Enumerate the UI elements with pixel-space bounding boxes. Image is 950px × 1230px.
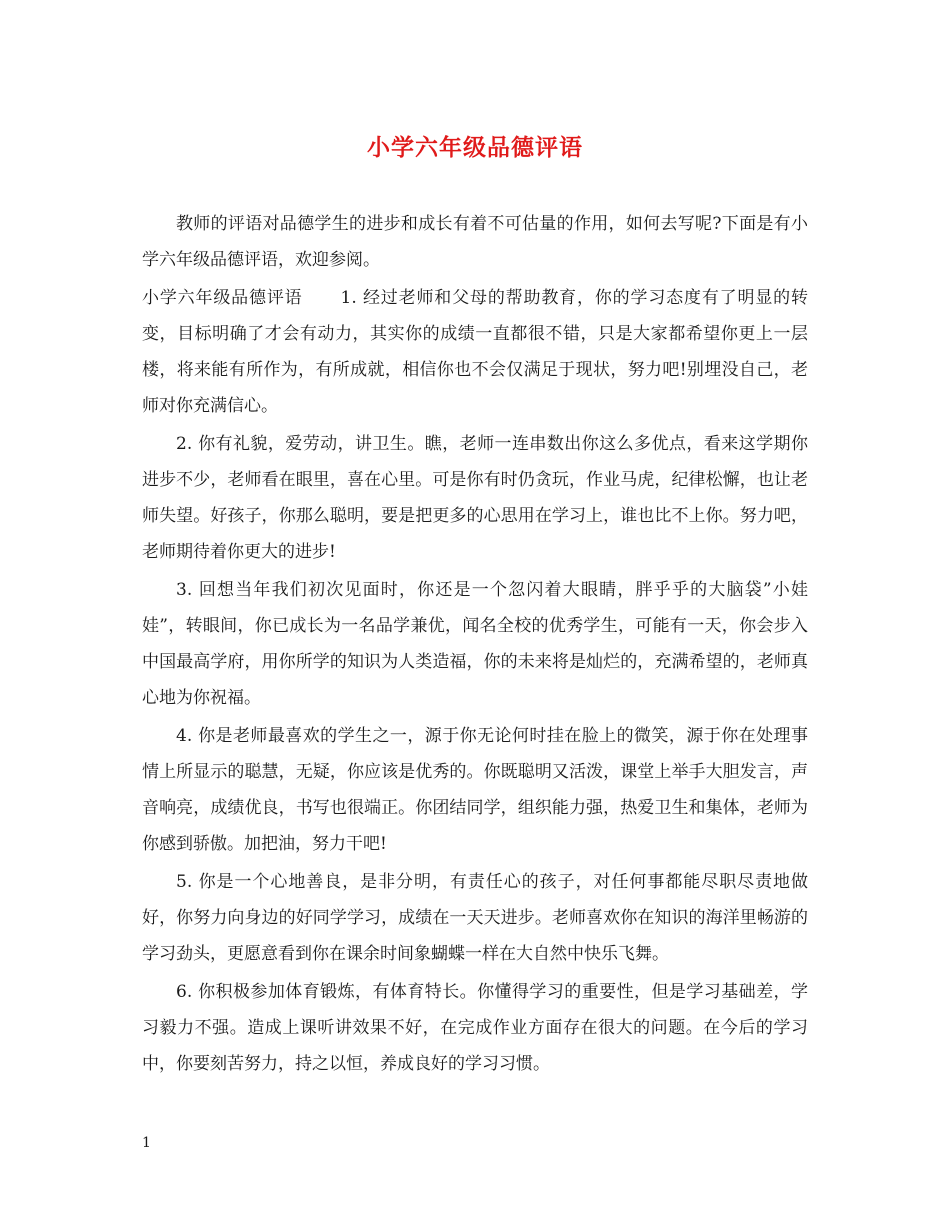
item-paragraph-4: 4. 你是老师最喜欢的学生之一，源于你无论何时挂在脸上的微笑，源于你在处理事情上所显示的聪慧，无疑，你应该是优秀的。你既聪明又活泼，课堂上举手大胆发言，声音响亮，成绩优良，书写也很端正。你团结同学，组织能力强，热爱卫生和集体，老师为你感到骄傲。加把油，努力干吧! xyxy=(142,726,808,854)
item-paragraph-3: 3. 回想当年我们初次见面时，你还是一个忽闪着大眼睛，胖乎乎的大脑袋”小娃娃”，转眼间，你已成长为一名品学兼优，闻名全校的优秀学生，可能有一天，你会步入中国最高学府，用你所学的知识为人类造福，你的未来将是灿烂的，充满希望的，老师真心地为你祝福。 xyxy=(142,580,808,708)
item-paragraph-1 xyxy=(142,280,808,424)
page-number: 1 xyxy=(142,1135,151,1151)
intro-paragraph: 教师的评语对品德学生的进步和成长有着不可估量的作用，如何去写呢?下面是有小学六年级品德评语，欢迎参阅。 xyxy=(142,214,808,270)
item-paragraph-6: 6. 你积极参加体育锻炼，有体育特长。你懂得学习的重要性，但是学习基础差，学习毅力不强。造成上课听讲效果不好，在完成作业方面存在很大的问题。在今后的学习中，你要刻苦努力，持之以恒，养成良好的学习习惯。 xyxy=(142,982,808,1074)
document-body xyxy=(142,206,808,1084)
section-heading: 小学六年级品德评语 xyxy=(142,288,303,308)
item-paragraph-5: 5. 你是一个心地善良，是非分明，有责任心的孩子，对任何事都能尽职尽责地做好，你努力向身边的好同学学习，成绩在一天天进步。老师喜欢你在知识的海洋里畅游的学习劲头，更愿意看到你在课余时间象蝴蝶一样在大自然中快乐飞舞。 xyxy=(142,872,808,964)
document-title: 小学六年级品德评语 xyxy=(367,134,583,161)
item-paragraph-2: 2. 你有礼貌，爱劳动，讲卫生。瞧，老师一连串数出你这么多优点，看来这学期你进步不少，老师看在眼里，喜在心里。可是你有时仍贪玩，作业马虎，纪律松懈，也让老师失望。好孩子，你那么聪明，要是把更多的心思用在学习上，谁也比不上你。努力吧，老师期待着你更大的进步! xyxy=(142,434,808,562)
item-text-1: 1. 经过老师和父母的帮助教育，你的学习态度有了明显的转变，目标明确了才会有动力，其实你的成绩一直都很不错，只是大家都希望你更上一层楼，将来能有所作为，有所成就，相信你也不会仅满足于现状，努力吧!别埋没自己，老师对你充满信心。 xyxy=(142,288,809,416)
